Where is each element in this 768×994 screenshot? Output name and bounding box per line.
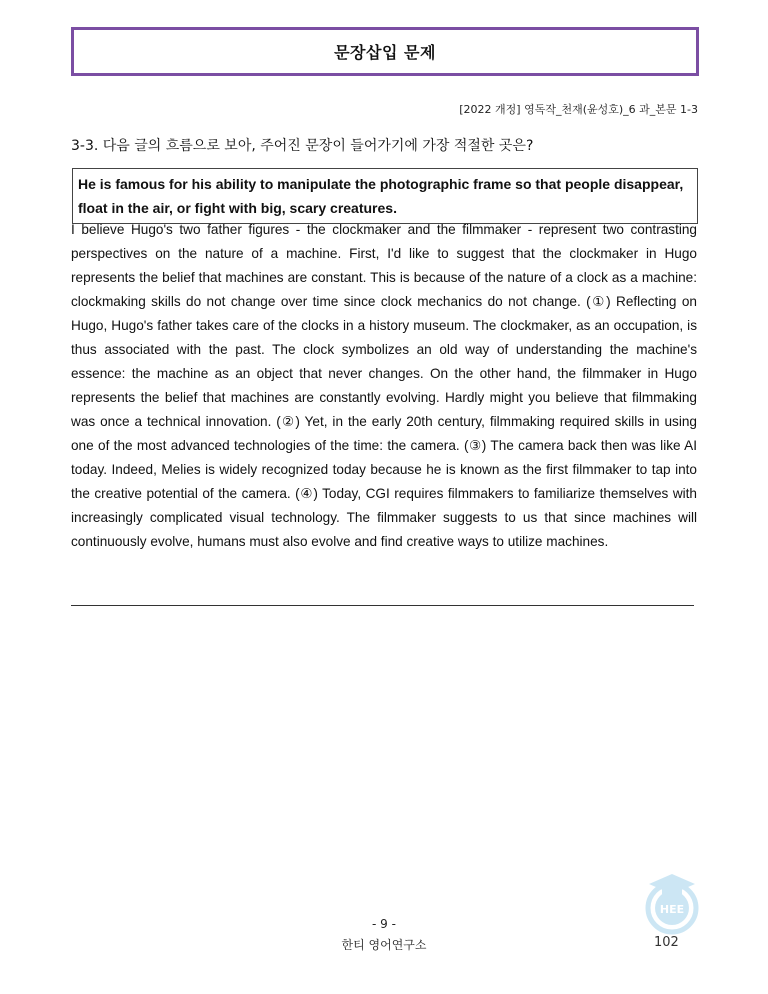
title-box [71,27,699,76]
passage-text: I believe Hugo's two father figures - the clockmaker and the filmmaker - represent two contrasting perspectives on the nature of a machine. First, I'd like to suggest that the clockmaker in Hugo represents the belief that machines are constant. This is because of the nature of a clock as a machine: clockmaking skills do not change over time since clock mechanics do not change. (①) Reflecting on Hugo, Hugo's father takes care of the clocks in a history museum. The clockmaker, as an occupation, is thus associated with the past. The clock symbolizes an old way of understanding the machine's essence: the machine as an object that never changes. On the other hand, the filmmaker in Hugo represents the belief that machines are constantly evolving. Hardly might you believe that filmmaking was once a technical innovation. (②) Yet, in the early 20th century, filmmaking required skills in using one of the most advanced technologies of the time: the camera. (③) The camera back then was like AI today. Indeed, Melies is widely recognized today because he is known as the first filmmaker to tap into the creative potential of the camera. (④) Today, CGI requires filmmakers to familiarize themselves with increasingly complicated visual technology. The filmmaker suggests to us that since machines will continuously evolve, humans must also evolve and find creative ways to utilize machines. [71,222,697,549]
given-sentence-box: He is famous for his ability to manipulate the photographic frame so that people disappear, float in the air, or fight with big, scary creatures. [72,168,698,224]
page-count: 102 [654,935,679,950]
source-label: [2022 개정] 영독작_천재(윤성호)_6 과_본문 1-3 [459,103,698,116]
page-title: 문장삽입 문제 [334,43,436,62]
footer-organization: 한티 영어연구소 [341,938,427,952]
page-number: - 9 - [372,917,396,931]
divider-line [71,605,694,606]
logo-text: HEE [659,903,685,916]
question-text: 3-3. 다음 글의 흐름으로 보아, 주어진 문장이 들어가기에 가장 적절한 곳은? [71,138,534,154]
